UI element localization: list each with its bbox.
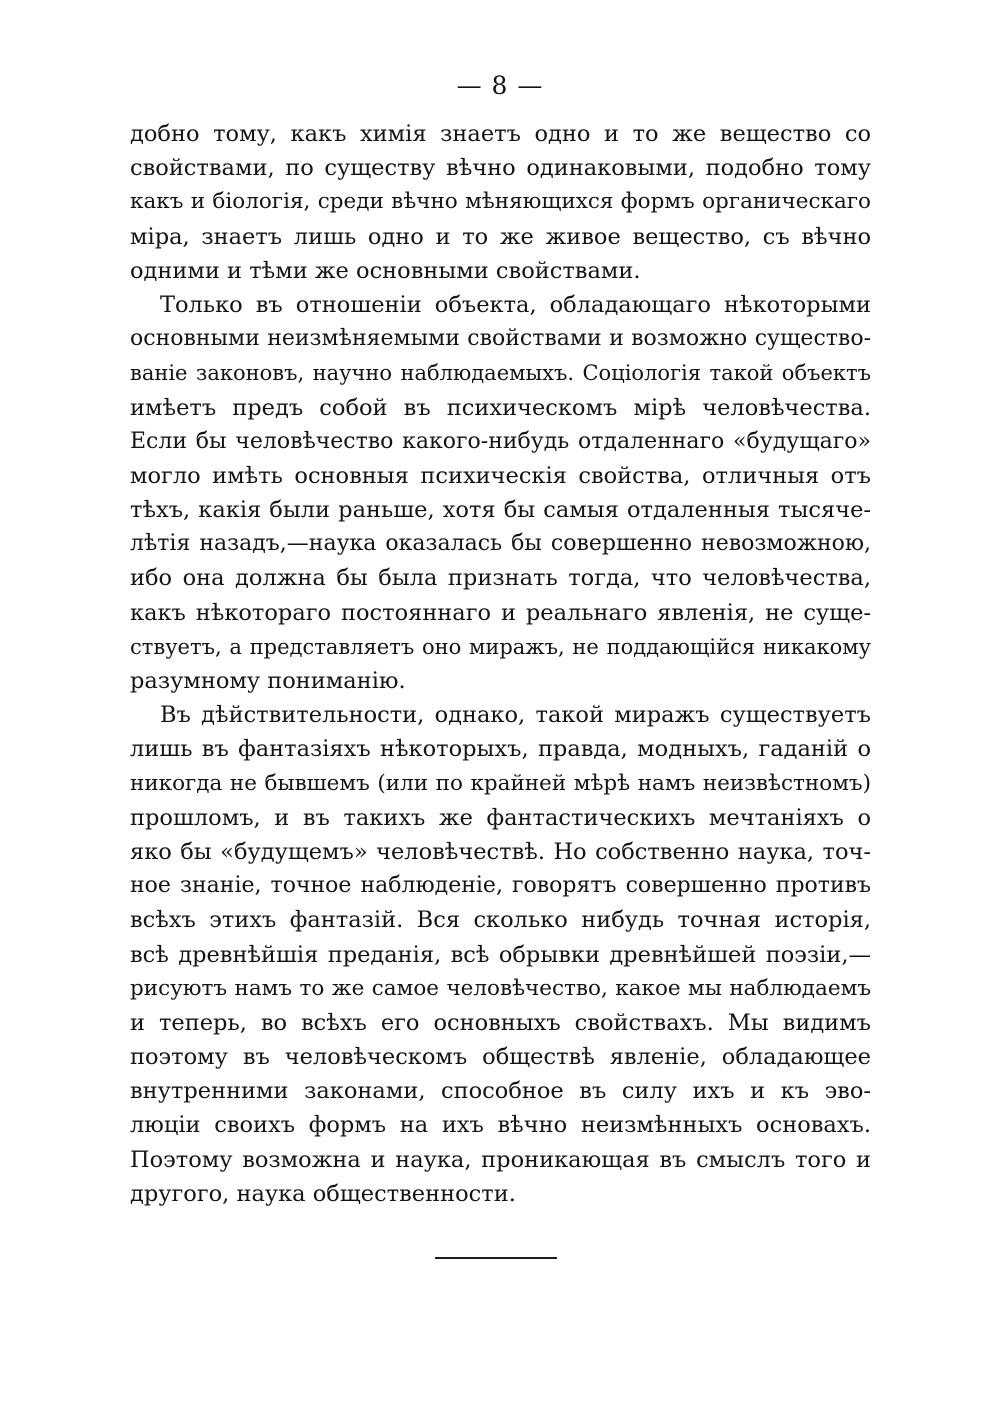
text-line: ное знаніе, точное наблюденіе, говорятъ совершенно противъ bbox=[130, 873, 871, 899]
text-line: всѣ древнѣйшія преданія, всѣ обрывки древнѣйшей поэзіи,— bbox=[130, 941, 871, 968]
text-line: свойствами, по существу вѣчно одинаковыми, подобно тому bbox=[130, 155, 871, 182]
text-line: ибо она должна бы была признать тогда, что человѣчества, bbox=[130, 565, 871, 592]
paragraph-1 bbox=[130, 117, 871, 288]
text-line: Только въ отношеніи объекта, обладающаго нѣкоторыми bbox=[160, 291, 871, 318]
paragraph-3 bbox=[130, 698, 871, 1211]
text-line: основными неизмѣняемыми свойствами и возможно существо- bbox=[130, 326, 871, 352]
text-line: лишь въ фантазіяхъ нѣкоторыхъ, правда, модныхъ, гаданій о bbox=[130, 736, 871, 763]
text-line: и теперь, во всѣхъ его основныхъ свойствахъ. Мы видимъ bbox=[130, 1009, 871, 1036]
text-line: яко бы «будущемъ» человѣчествѣ. Но собственно наука, точ- bbox=[130, 838, 871, 865]
text-line: ствуетъ, а представляетъ оно миражъ, не поддающійся никакому bbox=[130, 634, 871, 659]
text-line: Если бы человѣчество какого-нибудь отдаленнаго «будущаго» bbox=[130, 428, 871, 454]
text-line: разумному пониманію. bbox=[130, 668, 406, 694]
text-line: добно тому, какъ химія знаетъ одно и то же вещество со bbox=[130, 121, 871, 147]
text-line: внутренними законами, способное въ силу ихъ и къ эво- bbox=[130, 1078, 871, 1105]
text-line: люціи своихъ формъ на ихъ вѣчно неизмѣнныхъ основахъ. bbox=[130, 1112, 871, 1139]
text-line: Въ дѣйствительности, однако, такой миражъ существуетъ bbox=[160, 702, 871, 729]
text-line: другого, наука общественности. bbox=[130, 1180, 516, 1207]
text-line: какъ и біологія, среди вѣчно мѣняющихся формъ органическаго bbox=[130, 189, 871, 215]
body-text bbox=[130, 117, 871, 1211]
text-line: лѣтія назадъ,—наука оказалась бы совершенно невозможною, bbox=[130, 531, 871, 557]
text-line: рисуютъ намъ то же самое человѣчество, какое мы наблюдаемъ bbox=[130, 975, 871, 1001]
text-line: прошломъ, и въ такихъ же фантастическихъ мечтаніяхъ о bbox=[130, 804, 871, 831]
text-line: ваніе законовъ, научно наблюдаемыхъ. Соціологія такой объектъ bbox=[130, 361, 871, 386]
text-line: какъ нѣкотораго постояннаго и реальнаго явленія, не суще- bbox=[130, 599, 871, 626]
text-line: одними и тѣми же основными свойствами. bbox=[130, 257, 641, 284]
page-number: — 8 — bbox=[456, 71, 544, 100]
paragraph-2 bbox=[130, 288, 871, 698]
text-line: имѣетъ предъ собой въ психическомъ мірѣ человѣчества. bbox=[130, 394, 871, 421]
end-rule-divider bbox=[435, 1257, 557, 1259]
text-line: поэтому въ человѣческомъ обществѣ явленіе, обладающее bbox=[130, 1044, 871, 1071]
text-line: могло имѣть основныя психическія свойства, отличныя отъ bbox=[130, 462, 871, 489]
text-line: міра, знаетъ лишь одно и то же живое вещество, съ вѣчно bbox=[130, 223, 871, 250]
text-line: никогда не бывшемъ (или по крайней мѣрѣ намъ неизвѣстномъ) bbox=[130, 770, 871, 796]
text-line: Поэтому возможна и наука, проникающая въ смыслъ того и bbox=[130, 1146, 871, 1173]
text-line: тѣхъ, какія были раньше, хотя бы самыя отдаленныя тысяче- bbox=[130, 497, 871, 524]
text-line: всѣхъ этихъ фантазій. Вся сколько нибудь точная исторія, bbox=[130, 907, 871, 934]
